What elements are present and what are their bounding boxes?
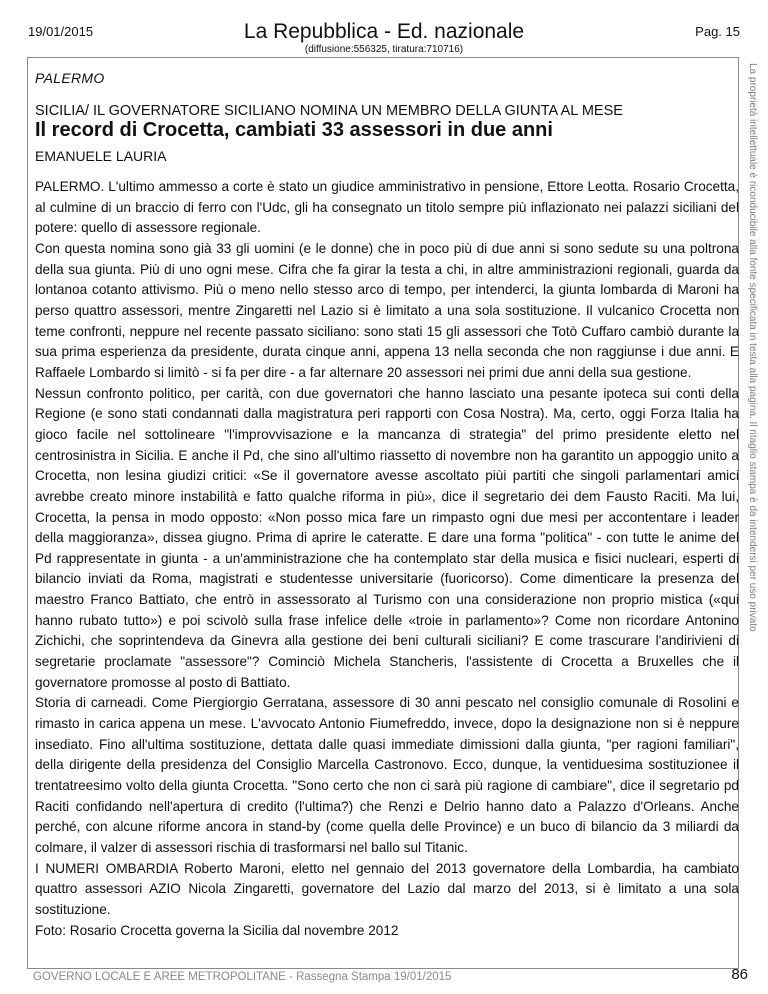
- circulation-info: (diffusione:556325, tiratura:710716): [304, 44, 464, 55]
- article-paragraph: Con questa nomina sono già 33 gli uomini (e le donne) che in poco più di due anni si sono sedute su una poltrona della sua giunta. Più di uno ogni mese. Cifra che fa girar la testa a chi, in altre amministrazioni regionali, guarda da lontanoa cotanto attivismo. Più o meno nello stesso arco di tempo, per intenderci, la giunta lombarda di Maroni ha perso quattro assessori, mentre Zingaretti nel Lazio si è limitato a una sola sostituzione. Il vulcanico Crocetta non teme confronti, neppure nel recente passato siciliano: sono stati 15 gli assessori che Totò Cuffaro cambiò durante la sua prima esperienza da presidente, durata cinque anni, appena 13 nella seconda che non raggiunse i due anni. E Raffaele Lombardo si limitò - si fa per dire - a far alternare 20 assessori nei primi due anni della sua gestione.: [35, 240, 739, 380]
- article-byline: EMANUELE LAURIA: [35, 148, 167, 164]
- article-section: PALERMO: [35, 70, 105, 86]
- page-label: Pag. 15: [695, 24, 740, 39]
- clipping-date: 19/01/2015: [28, 24, 94, 39]
- article-paragraph: I NUMERI OMBARDIA Roberto Maroni, eletto nel gennaio del 2013 governatore della Lombardia, ha cambiato quattro assessori AZIO Nicola Zingaretti, governatore del Lazio dal marzo del 2013, si è limitato a una sola sostituzione.: [35, 860, 739, 917]
- article-kicker: SICILIA/ IL GOVERNATORE SICILIANO NOMINA UN MEMBRO DELLA GIUNTA AL MESE: [35, 103, 623, 119]
- article-paragraph: Nessun confronto politico, per carità, con due governatori che hanno lasciato una pesante ipoteca sui conti della Regione (e sono stati condannati dalla magistratura peri rapporti con Cosa Nostra). Ma, certo, oggi Forza Italia ha gioco facile nel sottolineare "l'improvvisazione e la mancanza di strategia" del primo presidente eletto nel centrosinistra in Sicilia. E anche il Pd, che sino all'ultimo riassetto di novembre non ha garantito un appoggio unito a Crocetta, non lesina giudizi critici: «Se il governatore avesse ascoltato piùi partiti che singoli parlamentari amici avrebbe creato minore instabilità e fatto qualche riforma in più», dice il segretario dei dem Fausto Raciti. Ma lui, Crocetta, la pensa in modo opposto: «Non posso mica fare un rimpasto ogni due mesi per accontentare i leader della maggioranza», dissea giugno. Prima di aprire le cateratte. E dare una forma "politica" - con tutte le anime del Pd rappresentate in giunta - a un'amministrazione che ha contemplato star della musica e fisici nucleari, esperti di bilancio inviati da Roma, magistrati e studentesse universitarie (fuoricorso). Come dimenticare la presenza del maestro Franco Battiato, che entrò in assessorato al Turismo con una considerazione non proprio mistica («qui hanno rubato tutto») e poi scivolò sulla frase infelice delle «troie in parlamento»? Come non ricordare Antonino Zichichi, che soprintendeva da Ginevra alla gestione dei beni culturali siciliani? E come trascurare l'andirivieni di segretarie proclamate "assessore"? Cominciò Michela Stancheris, l'assistente di Crocetta a Bruxelles che il governatore promosse al posto di Battiato.: [35, 385, 739, 690]
- page-number: 86: [731, 966, 748, 983]
- article-body: [35, 177, 739, 941]
- article-headline: Il record di Crocetta, cambiati 33 assessori in due anni: [35, 119, 553, 141]
- newspaper-masthead: La Repubblica - Ed. nazionale: [243, 20, 525, 43]
- copyright-side-note: La proprietà intellettuale è riconducibile alla fonte specificata in testa alla pagina. Il ritaglio stampa è da intendersi per uso privato: [747, 63, 758, 632]
- article-paragraph: Storia di carneadi. Come Piergiorgio Gerratana, assessore di 30 anni pescato nel consiglio comunale di Rosolini e rimasto in carica appena un mese. L'avvocato Antonio Fiumefreddo, invece, dopo la designazione non si è neppure insediato. Fino all'ultima sostituzione, dettata dalle quasi immediate dimissioni dalla giunta, "per ragioni familiari", della dirigente della presidenza del Consiglio Marcella Castronovo. Ecco, dunque, la ventiduesima sostituzionee il trentatreesimo volto della giunta Crocetta. "Sono certo che non ci sarà più ragione di cambiare", dice il segretario pd Raciti confidando nell'apertura di credito (l'ultima?) che Renzi e Delrio hanno dato a Palazzo d'Orleans. Anche perché, con alcune riforme ancora in stand-by (come quella delle Province) e un buco di bilancio da 3 miliardi da colmare, il valzer di assessori rischia di trasformarsi nel ballo sul Titanic.: [35, 695, 739, 855]
- footer-text: GOVERNO LOCALE E AREE METROPOLITANE - Rassegna Stampa 19/01/2015: [33, 971, 452, 983]
- photo-caption: Foto: Rosario Crocetta governa la Sicilia dal novembre 2012: [35, 922, 399, 938]
- article-paragraph: PALERMO. L'ultimo ammesso a corte è stato un giudice amministrativo in pensione, Ettore Leotta. Rosario Crocetta, al culmine di un braccio di ferro con l'Udc, gli ha consegnato un titolo sempre più inflazionato nei palazzi siciliani del potere: quello di assessore regionale.: [35, 179, 739, 236]
